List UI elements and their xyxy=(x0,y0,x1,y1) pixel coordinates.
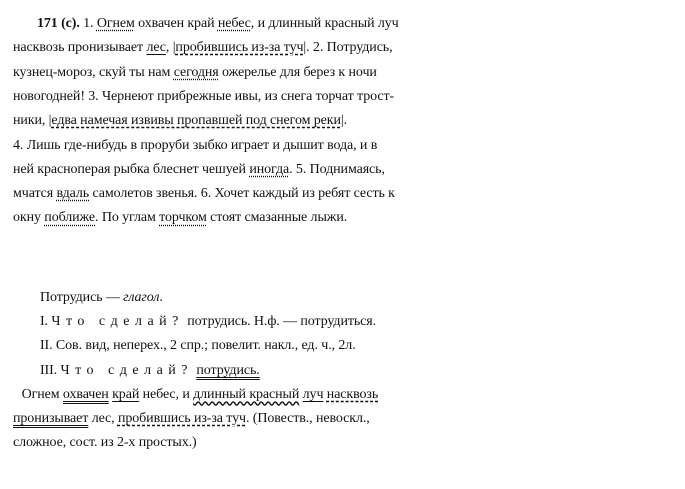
text-run: . 5. Поднимаясь, xyxy=(289,161,385,177)
text-run: кузнец-мороз, скуй ты нам xyxy=(13,64,174,80)
underlined-word: насквозь xyxy=(326,386,379,402)
analysis-line xyxy=(40,359,685,383)
analysis-line xyxy=(40,310,685,334)
analysis-line xyxy=(13,431,685,455)
exercise-line xyxy=(13,206,685,230)
underlined-word: пробившись из-за туч xyxy=(117,411,246,426)
text-run: 4. Лишь где-нибудь в проруби зыбко играет и дышит вода, и в xyxy=(13,137,378,153)
underlined-word: край xyxy=(112,386,140,402)
analysis-line xyxy=(40,334,685,358)
exercise-line xyxy=(13,85,685,109)
underlined-word: поближе xyxy=(44,210,96,226)
spaced-question: Что сделай? xyxy=(51,314,184,330)
underlined-word: небес xyxy=(217,16,251,31)
underlined-word: длинный красный xyxy=(193,386,300,402)
text-run: небес, и xyxy=(139,386,194,402)
exercise-number: 171 (с). xyxy=(37,16,80,31)
exercise-line xyxy=(13,158,685,182)
text-run: I. xyxy=(40,314,52,330)
text-run: Огнем xyxy=(8,386,63,402)
italic-term: глагол xyxy=(123,290,160,305)
exercise-line xyxy=(37,12,685,36)
text-run: , и длинный красный луч xyxy=(250,16,399,31)
text-run: Потрудись — xyxy=(40,290,124,305)
text-run: мчатся xyxy=(13,186,57,202)
text-run: охвачен край xyxy=(134,16,218,31)
text-run: |. 2. Потрудись, xyxy=(303,40,393,56)
underlined-word: торчком xyxy=(159,210,207,226)
underlined-word: иногда xyxy=(249,161,290,177)
text-run: |. xyxy=(340,113,347,129)
text-run: новогодней! 3. Чернеют прибрежные ивы, из снега торчат трост- xyxy=(13,88,395,104)
underlined-word: Огнем xyxy=(96,16,135,31)
exercise-line xyxy=(13,109,685,133)
text-run: ожерелье для берез к ночи xyxy=(218,64,377,80)
exercise-line xyxy=(13,61,685,85)
underlined-word: луч xyxy=(302,386,324,402)
underlined-word: вдаль xyxy=(56,186,90,202)
text-run: . xyxy=(159,290,163,305)
spaced-question: Что сделай? xyxy=(60,362,193,378)
text-run: . По углам xyxy=(95,210,160,226)
text-run: III. xyxy=(40,362,61,378)
underlined-word: пронизывает xyxy=(13,411,89,426)
exercise-line xyxy=(13,182,685,206)
text-run: потрудись. Н.ф. — потрудиться. xyxy=(183,314,377,330)
text-run: насквозь пронизывает xyxy=(13,40,147,56)
exercise-line xyxy=(13,134,685,158)
text-run: ней краснoперая рыбка блеснет чешуей xyxy=(13,161,250,177)
underlined-word: охвачен xyxy=(62,386,109,402)
text-run: сложное, сост. из 2-х простых.) xyxy=(13,435,197,451)
text-run: . (Повеств., невоскл., xyxy=(245,411,370,426)
analysis-line xyxy=(8,383,685,407)
text-run: II. Сов. вид, неперех., 2 спр.; повелит. накл., ед. ч., 2л. xyxy=(40,338,356,354)
text-run: , | xyxy=(165,40,176,56)
exercise-line xyxy=(13,36,685,60)
text-run: ники, | xyxy=(13,113,52,129)
underlined-word: пробившись из-за туч xyxy=(175,40,304,56)
underlined-word: лес xyxy=(146,40,166,56)
underlined-word: сегодня xyxy=(173,64,219,80)
analysis-line xyxy=(40,286,685,310)
underlined-word: едва намечая извивы пропавшей под снегом реки xyxy=(51,113,341,129)
text-run: окну xyxy=(13,210,45,226)
text-run: 1. xyxy=(79,16,97,31)
text-run: стоят смазанные лыжи. xyxy=(206,210,348,226)
text-run: лес, xyxy=(88,411,118,426)
text-run: самолетов звенья. 6. Хочет каждый из ребят сесть к xyxy=(89,186,395,202)
analysis-line xyxy=(13,407,685,431)
underlined-word: потрудись. xyxy=(196,362,260,378)
